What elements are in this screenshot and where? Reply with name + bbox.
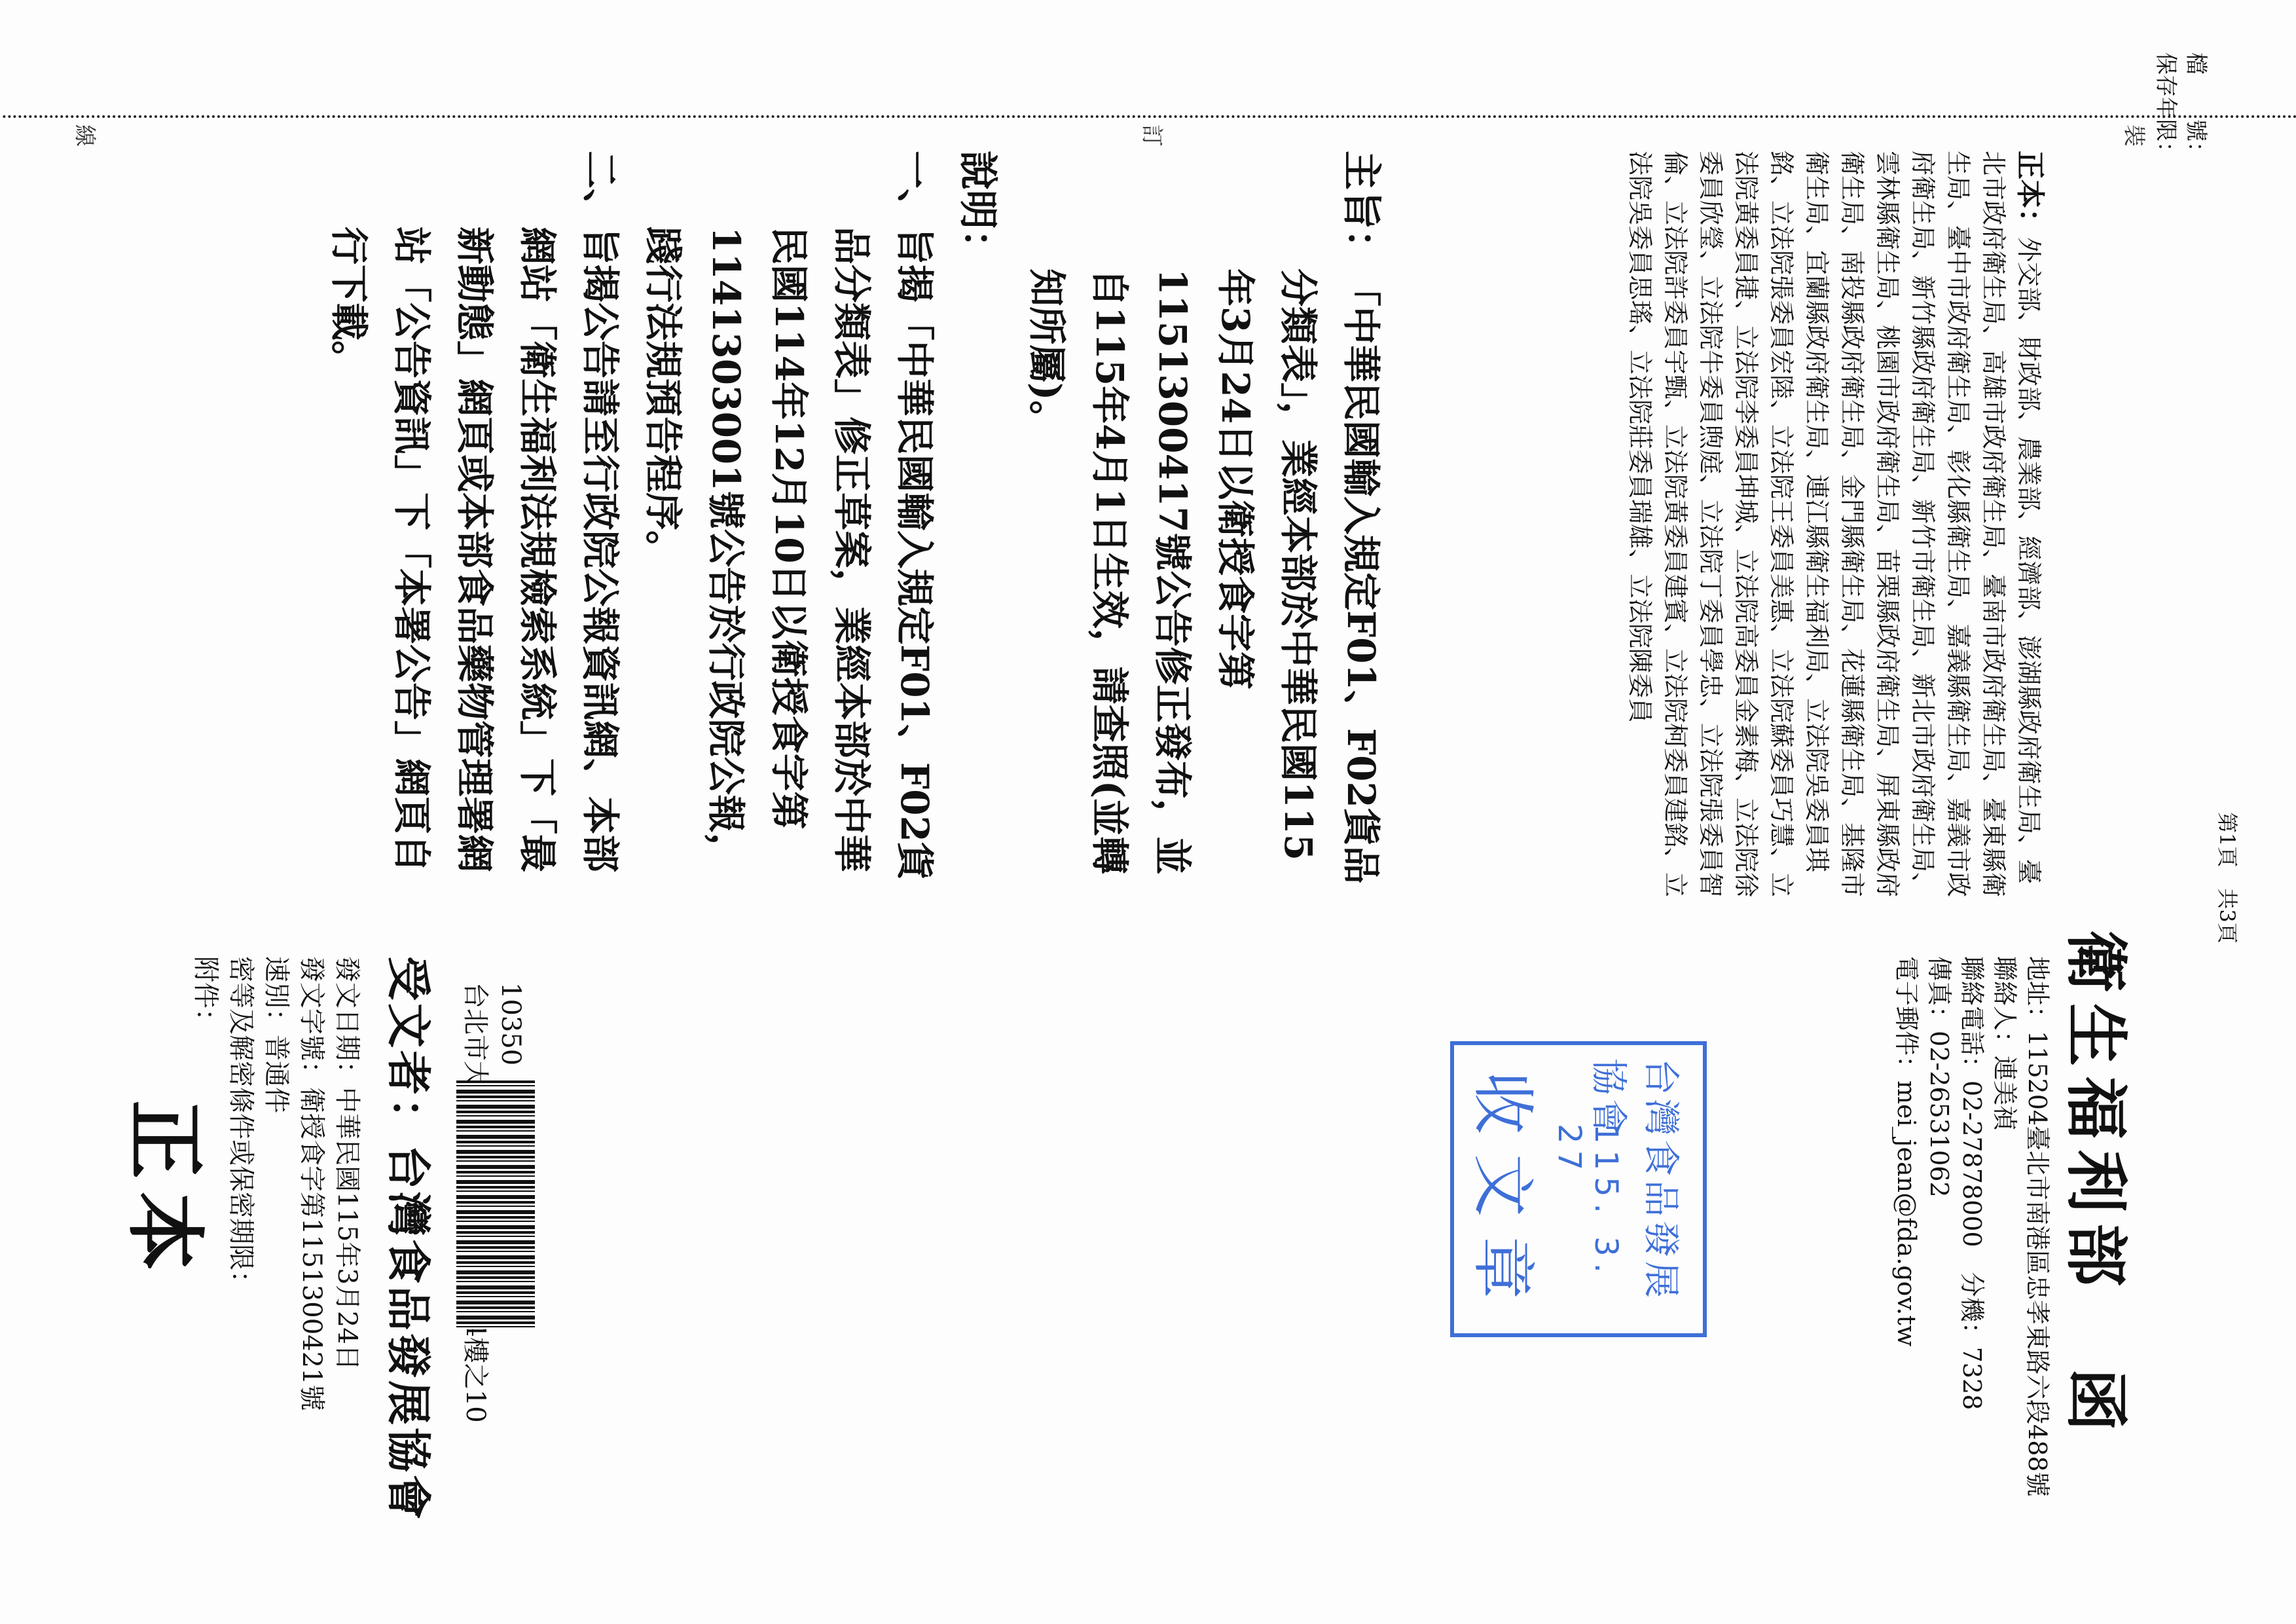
main-body: [318, 151, 1393, 897]
stamp-org: 台灣食品發展協會: [1587, 1058, 1682, 1302]
stamp-title: 收文章: [1466, 1071, 1539, 1319]
binding-mark-middle: 訂: [1139, 124, 1165, 147]
contact-phone: 聯絡電話：02-27878000 分機：7328: [1958, 956, 1986, 1411]
contact-block: [1890, 956, 2054, 1497]
receipt-stamp: [1450, 1041, 1707, 1337]
issue-date: 發文日期：中華民國115年3月24日: [332, 956, 362, 1371]
doc-meta: [188, 956, 365, 1411]
zip-code: 10350: [496, 982, 526, 1066]
copies-label: 正本：: [2013, 151, 2047, 237]
copy-mark: 正本: [118, 1100, 211, 1283]
explanation-item: [632, 151, 946, 897]
barcode: [456, 1080, 535, 1329]
contact-person: 聯絡人：連美禎: [1990, 956, 2019, 1131]
speed: 速別：普通件: [261, 956, 291, 1113]
copies-text: 外交部、財政部、農業部、經濟部、澎湖縣政府衛生局、臺北市政府衛生局、高雄市政府衛生局、臺南市政府衛生局、臺東縣衛生局、臺中市政府衛生局、彰化縣衛生局、嘉義縣衛生局、嘉義市政府衛生局、新竹縣政府衛生局、新竹市衛生局、新北市政府衛生局、雲林縣衛生局、桃園市政府衛生局、苗栗縣政府衛生局、屏東縣政府衛生局、南投縣政府衛生局、金門縣衛生局、花蓮縣衛生局、基隆市衛生局、宜蘭縣政府衛生局、連江縣衛生福利局、立法院吳委員琪銘、立法院張委員宏陸、立法院王委員美惠、立法院蘇委員巧慧、立法院黃委員捷、立法院李委員坤城、立法院高委員金素梅、立法院徐委員欣瑩、立法院牛委員煦庭、立法院丁委員學忠、立法院張委員智倫、立法院許委員宇甄、立法院黃委員建賓、立法院柯委員建銘、立法院吳委員思瑤、立法院莊委員瑞雄、立法院陳委員: [1626, 151, 2043, 898]
contact-fax: 傳真：02-26531062: [1925, 956, 1954, 1198]
file-number-label: 檔 號：: [2183, 52, 2209, 164]
binding-line: [0, 115, 2296, 118]
contact-address: 地址：115204臺北市南港區忠孝東路六段488號: [2023, 956, 2052, 1497]
stamp-date: 115. 3. 27: [1551, 1124, 1624, 1280]
issuer-name: 衛生福利部: [2059, 930, 2133, 1297]
explanation-item: [318, 151, 632, 897]
retention-label: 保存年限：: [2153, 52, 2179, 164]
secrecy: 密等及解密條件或保密期限：: [226, 956, 256, 1297]
explanation-item-num: 二、: [578, 151, 623, 227]
attachment: 附件：: [191, 956, 221, 1035]
explanation-item-text: 旨揭「中華民國輸入規定F01、F02貨品分類表」修正草案，業經本部於中華民國114年12月10日以衛授食字第1141303001號公告於行政院公報，踐行法規預告程序。: [641, 227, 937, 880]
contact-email: 電子郵件：mei_jean@fda.gov.tw: [1892, 956, 1921, 1347]
recipient-label: 受文者：: [382, 956, 434, 1145]
subject-label: 主旨：: [1338, 151, 1384, 268]
binding-mark-top: 裝: [2121, 124, 2147, 147]
explanation-item-num: 一、: [892, 151, 937, 227]
recipient: [380, 956, 443, 1522]
doc-number: 發文字號：衛授食字第1151300421號: [297, 956, 327, 1411]
explanation-item-text: 旨揭公告請至行政院公報資訊網、本部網站「衛生福利法規檢索系統」下「最新動態」網頁或本部食品藥物管理署網站「公告資訊」下「本署公告」網頁自行下載。: [327, 227, 623, 873]
issuer-heading: [2056, 930, 2145, 1441]
recipient-name: 台灣食品發展協會: [382, 1145, 434, 1522]
doc-type: 函: [2059, 1368, 2133, 1442]
explanation-label: 說明：: [955, 151, 1000, 268]
page-footer: 第1頁 共3頁: [2215, 812, 2240, 944]
file-meta: [2151, 52, 2211, 164]
binding-mark-bottom: 線: [71, 124, 98, 147]
subject-text: 「中華民國輸入規定F01、F02貨品分類表」，業經本部於中華民國115年3月24日以衛授食字第1151300417號公告修正發布，並自115年4月1日生效，請查照(並轉知所屬)。: [1025, 268, 1383, 884]
subject-row: [1015, 151, 1393, 897]
copies-block: [1622, 151, 2047, 897]
